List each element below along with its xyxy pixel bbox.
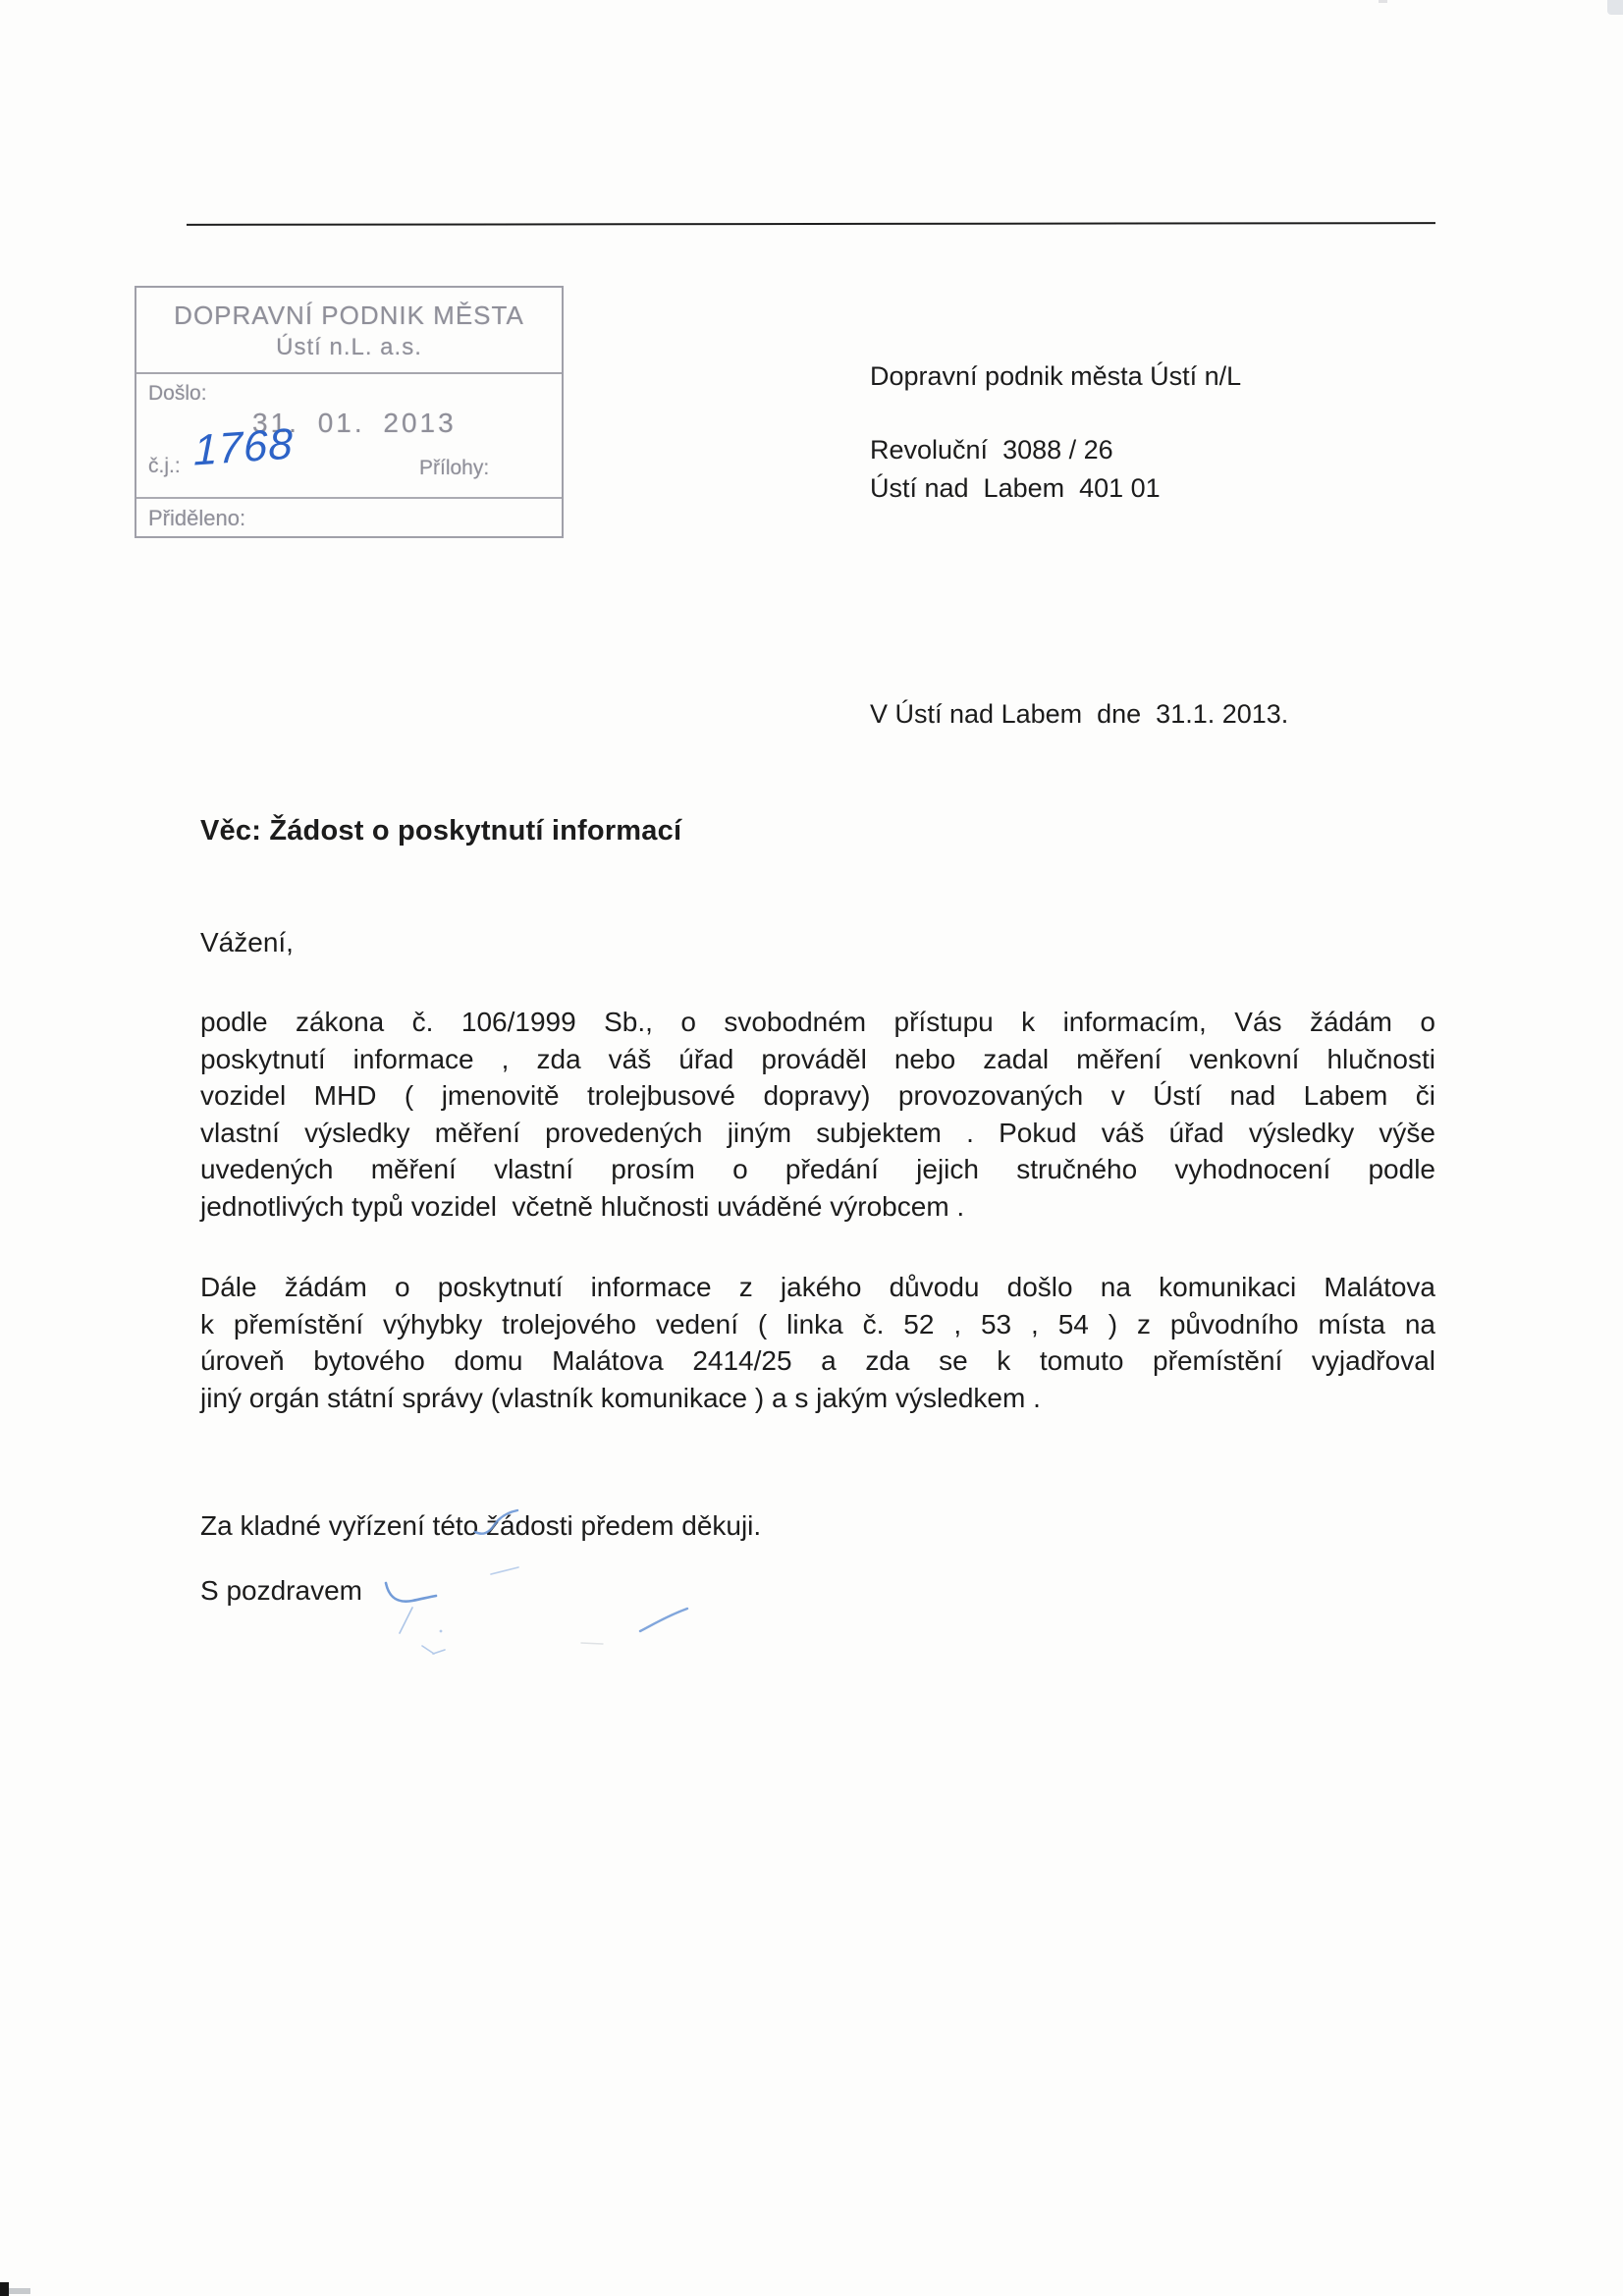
paragraph-line: uvedených měření vlastní prosím o předání jejich stručného vyhodnocení podle [200, 1154, 1435, 1185]
salutation: Vážení, [200, 927, 294, 957]
stamp-assigned-label: Přiděleno: [148, 506, 246, 530]
signature-gray-smudge [581, 1643, 603, 1644]
horizontal-rule [187, 222, 1435, 226]
paragraph-line: vlastní výsledky měření provedených jiným subjektem . Pokud váš úřad výsledky výše [200, 1117, 1435, 1148]
body-paragraph-1 [200, 1004, 1435, 1226]
signature-faint-dash [491, 1567, 518, 1574]
subject-line: Věc: Žádost o poskytnutí informací [200, 815, 682, 847]
handwritten-signature [373, 1505, 707, 1663]
signature-check-stroke [475, 1510, 517, 1534]
stamp-received-label: Došlo: [148, 382, 207, 405]
received-stamp [135, 286, 564, 538]
recipient-street: Revoluční 3088 / 26 [870, 435, 1113, 465]
scan-artifact-bottom-left [0, 2282, 9, 2296]
stamp-middle-section [136, 374, 562, 499]
stamp-header [136, 288, 562, 374]
paragraph-line: jednotlivých typů vozidel včetně hlučnosti uváděné výrobcem . [200, 1190, 965, 1222]
stamp-org-city: Ústí n.L. a.s. [276, 334, 422, 360]
signature-diagonal-stroke [400, 1608, 412, 1633]
paragraph-line: jiný orgán státní správy (vlastník komunikace ) a s jakým výsledkem . [200, 1382, 1041, 1413]
recipient-city: Ústí nad Labem 401 01 [870, 473, 1161, 503]
stamp-ref-number-handwritten: 1768 [193, 419, 294, 475]
signature-small-tick [422, 1646, 445, 1654]
scan-artifact-top-right [1607, 0, 1623, 15]
signature-hook-stroke [386, 1583, 436, 1602]
paragraph-line: Dále žádám o poskytnutí informace z jakého důvodu došlo na komunikaci Malátova [200, 1272, 1435, 1302]
closing-line: Za kladné vyřízení této žádosti předem děkuji. [200, 1510, 762, 1541]
body-paragraph-2 [200, 1269, 1435, 1416]
stamp-attachments-label: Přílohy: [419, 457, 490, 479]
stamp-ref-label: č.j.: [148, 455, 181, 477]
recipient-name: Dopravní podnik města Ústí n/L [870, 361, 1242, 391]
date-line: V Ústí nad Labem dne 31.1. 2013. [870, 699, 1289, 729]
signoff-line: S pozdravem [200, 1575, 362, 1606]
scan-artifact-bottom-left-gray [9, 2288, 30, 2294]
stamp-org-name: DOPRAVNÍ PODNIK MĚSTA [174, 301, 524, 330]
paragraph-line: úroveň bytového domu Malátova 2414/25 a zda se k tomuto přemístění vyjadřoval [200, 1345, 1435, 1377]
signature-ink-dot [440, 1630, 443, 1633]
paragraph-line: vozidel MHD ( jmenovitě trolejbusové dopravy) provozovaných v Ústí nad Labem či [200, 1080, 1435, 1112]
paragraph-line: podle zákona č. 106/1999 Sb., o svobodném přístupu k informacím, Vás žádám o [200, 1007, 1435, 1037]
signature-long-diagonal [640, 1609, 687, 1631]
paragraph-line: poskytnutí informace , zda váš úřad prováděl nebo zadal měření venkovní hlučnosti [200, 1043, 1435, 1074]
paragraph-line: k přemístění výhybky trolejového vedení ( linka č. 52 , 53 , 54 ) z původního místa na [200, 1308, 1435, 1339]
scan-artifact-top-dash [1379, 0, 1387, 3]
stamp-received-date: 31. 01. 2013 [252, 408, 457, 438]
